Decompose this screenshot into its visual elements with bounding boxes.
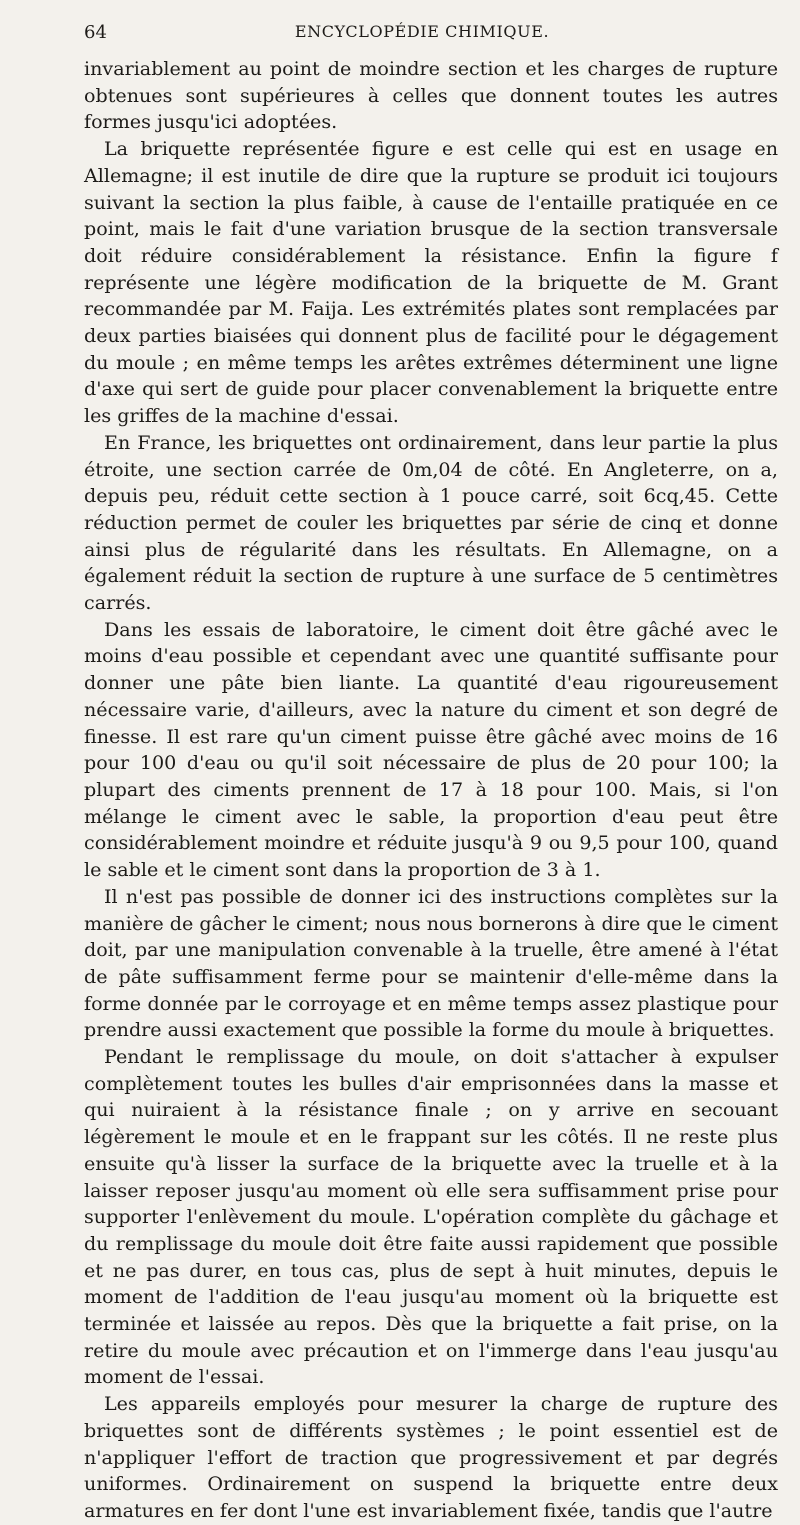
body-text	[84, 56, 778, 1525]
paragraph-continuation: invariablement au point de moindre section et les charges de rupture obtenues sont supérieures à celles que donnent toutes les autres formes jusqu'ici adoptées.	[84, 57, 778, 134]
paragraph-mould-filling: Pendant le remplissage du moule, on doit s'attacher à expulser complètement toutes les bulles d'air emprisonnées dans la masse et qui nuiraient à la résistance finale ; on y arrive en secouant légèrement le moule et en le frappant sur les côtés. Il ne reste plus ensuite qu'à lisser la surface de la briquette avec la truelle et à la laisser reposer jusqu'au moment où elle sera suffisamment prise pour supporter l'enlèvement du moule. L'opération complète du gâchage et du remplissage du moule doit être faite aussi rapidement que possible et ne pas durer, en tous cas, plus de sept à huit minutes, depuis le moment de l'addition de l'eau jusqu'au moment où la briquette est terminée et laissée au repos. Dès que la briquette a fait prise, on la retire du moule avec précaution et on l'immerge dans l'eau jusqu'au moment de l'essai.	[84, 1045, 778, 1389]
page-number: 64	[84, 22, 107, 43]
paragraph-testing-apparatus: Les appareils employés pour mesurer la charge de rupture des briquettes sont de différents systèmes ; le point essentiel est de n'appliquer l'effort de traction que progressivement et par degrés uniformes. Ordinairement on suspend la briquette entre deux armatures en fer dont l'une est invariablement fixée, tandis que l'autre	[84, 1392, 778, 1522]
paragraph-briquette-forms: La briquette représentée figure e est celle qui est en usage en Allemagne; il est inutile de dire que la rupture se produit ici toujours suivant la section la plus faible, à cause de l'entaille pratiquée en ce point, mais le fait d'une variation brusque de la section transversale doit réduire considérablement la résistance. Enfin la figure f représente une légère modification de la briquette de M. Grant recommandée par M. Faija. Les extrémités plates sont remplacées par deux parties biaisées qui donnent plus de facilité pour le dégagement du moule ; en même temps les arêtes extrêmes déterminent une ligne d'axe qui sert de guide pour placer convenablement la briquette entre les griffes de la machine d'essai.	[84, 137, 778, 428]
paragraph-water-quantity: Dans les essais de laboratoire, le ciment doit être gâché avec le moins d'eau possible et cependant avec une quantité suffisante pour donner une pâte bien liante. La quantité d'eau rigoureusement nécessaire varie, d'ailleurs, avec la nature du ciment et son degré de finesse. Il est rare qu'un ciment puisse être gâché avec moins de 16 pour 100 d'eau ou qu'il soit nécessaire de plus de 20 pour 100; la plupart des ciments prennent de 17 à 18 pour 100. Mais, si l'on mélange le ciment avec le sable, la proportion d'eau peut être considérablement moindre et réduite jusqu'à 9 ou 9,5 pour 100, quand le sable et le ciment sont dans la proportion de 3 à 1.	[84, 617, 778, 882]
paragraph-mixing: Il n'est pas possible de donner ici des instructions complètes sur la manière de gâcher le ciment; nous nous bornerons à dire que le ciment doit, par une manipulation convenable à la truelle, être amené à l'état de pâte suffisamment ferme pour se maintenir d'elle-même dans la forme donnée par le corroyage et en même temps assez plastique pour prendre aussi exactement que possible la forme du moule à briquettes.	[84, 884, 778, 1042]
paragraph-section-sizes: En France, les briquettes ont ordinairement, dans leur partie la plus étroite, une section carrée de 0m,04 de côté. En Angleterre, on a, depuis peu, réduit cette section à 1 pouce carré, soit 6cq,45. Cette réduction permet de couler les briquettes par série de cinq et donne ainsi plus de régularité dans les résultats. En Allemagne, on a également réduit la section de rupture à une surface de 5 centimètres carrés.	[84, 430, 778, 615]
running-title: ENCYCLOPÉDIE CHIMIQUE.	[294, 22, 550, 41]
page-header	[84, 22, 760, 48]
